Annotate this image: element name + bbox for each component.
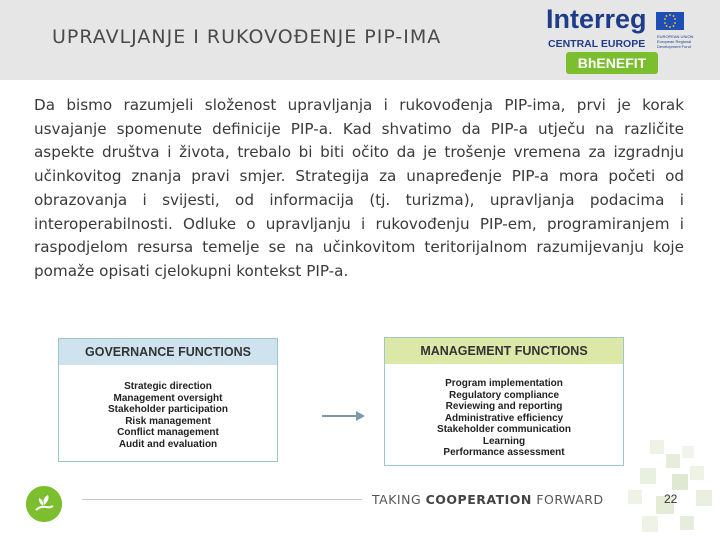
- eu-flag-icon: [656, 12, 684, 30]
- governance-item: Audit and evaluation: [118, 438, 218, 450]
- logo-eu-text: EUROPEAN UNION European Regional Development Fund: [657, 34, 694, 49]
- slide-header: [0, 0, 720, 80]
- footer-tagline-prefix: TAKING: [372, 492, 426, 507]
- page-number: 22: [664, 492, 678, 506]
- footer-tagline-suffix: FORWARD: [531, 492, 604, 507]
- management-item: Performance assessment: [443, 447, 565, 458]
- management-item: Learning: [482, 435, 526, 447]
- body-paragraph: Da bismo razumjeli složenost upravljanja i rukovođenja PIP-ima, prvi je korak usvajanje spomenute definicije PIP-a. Kad shvatimo da PIP-a utječu na različite aspekte društva i života, trebalo bi biti očito da je trošenje vremena za izgradnju učinkovitog znanja pravi smjer. Strategija za unapređenje PIP-a mora početi od obrazovanja i svijesti, od informacija (tj. turizma), upravljanja podacima i interoperabilnosti. Odluke o upravljanju i rukovođenju PIP-em, programiranjem i raspodjelom resursa temelje se na učinkovitom teritorijalnom razumijevanju koje pomaže opisati cjelokupni kontekst PIP-a.: [34, 96, 684, 280]
- management-item: Reviewing and reporting: [445, 401, 563, 412]
- slide-title: UPRAVLJANJE I RUKOVOĐENJE PIP-IMA: [52, 26, 442, 48]
- management-functions-box: [384, 337, 624, 466]
- management-list: [385, 364, 623, 459]
- governance-title: GOVERNANCE FUNCTIONS: [59, 339, 277, 365]
- governance-functions-box: [58, 338, 278, 462]
- governance-item: Strategic direction: [124, 381, 212, 392]
- management-item: Regulatory compliance: [448, 389, 560, 401]
- governance-item: Conflict management: [117, 427, 219, 438]
- footer-tagline: [372, 492, 604, 507]
- management-item: Administrative efficiency: [444, 412, 564, 424]
- governance-item: Management oversight: [113, 392, 223, 404]
- governance-list: [59, 365, 277, 450]
- project-badge: BhENEFIT: [566, 52, 658, 74]
- logo-wordmark: Interreg: [546, 4, 647, 34]
- management-item: Stakeholder communication: [437, 424, 571, 435]
- interreg-logo: [546, 4, 696, 74]
- management-title: MANAGEMENT FUNCTIONS: [385, 338, 623, 364]
- leaf-icon: [26, 486, 62, 522]
- footer-divider: [82, 499, 362, 500]
- arrow-right-icon: [322, 408, 366, 427]
- governance-item: Risk management: [125, 415, 211, 427]
- footer-tagline-bold: COOPERATION: [425, 492, 532, 507]
- management-item: Program implementation: [445, 378, 563, 389]
- governance-item: Stakeholder participation: [107, 404, 229, 415]
- logo-region: CENTRAL EUROPE: [548, 38, 646, 50]
